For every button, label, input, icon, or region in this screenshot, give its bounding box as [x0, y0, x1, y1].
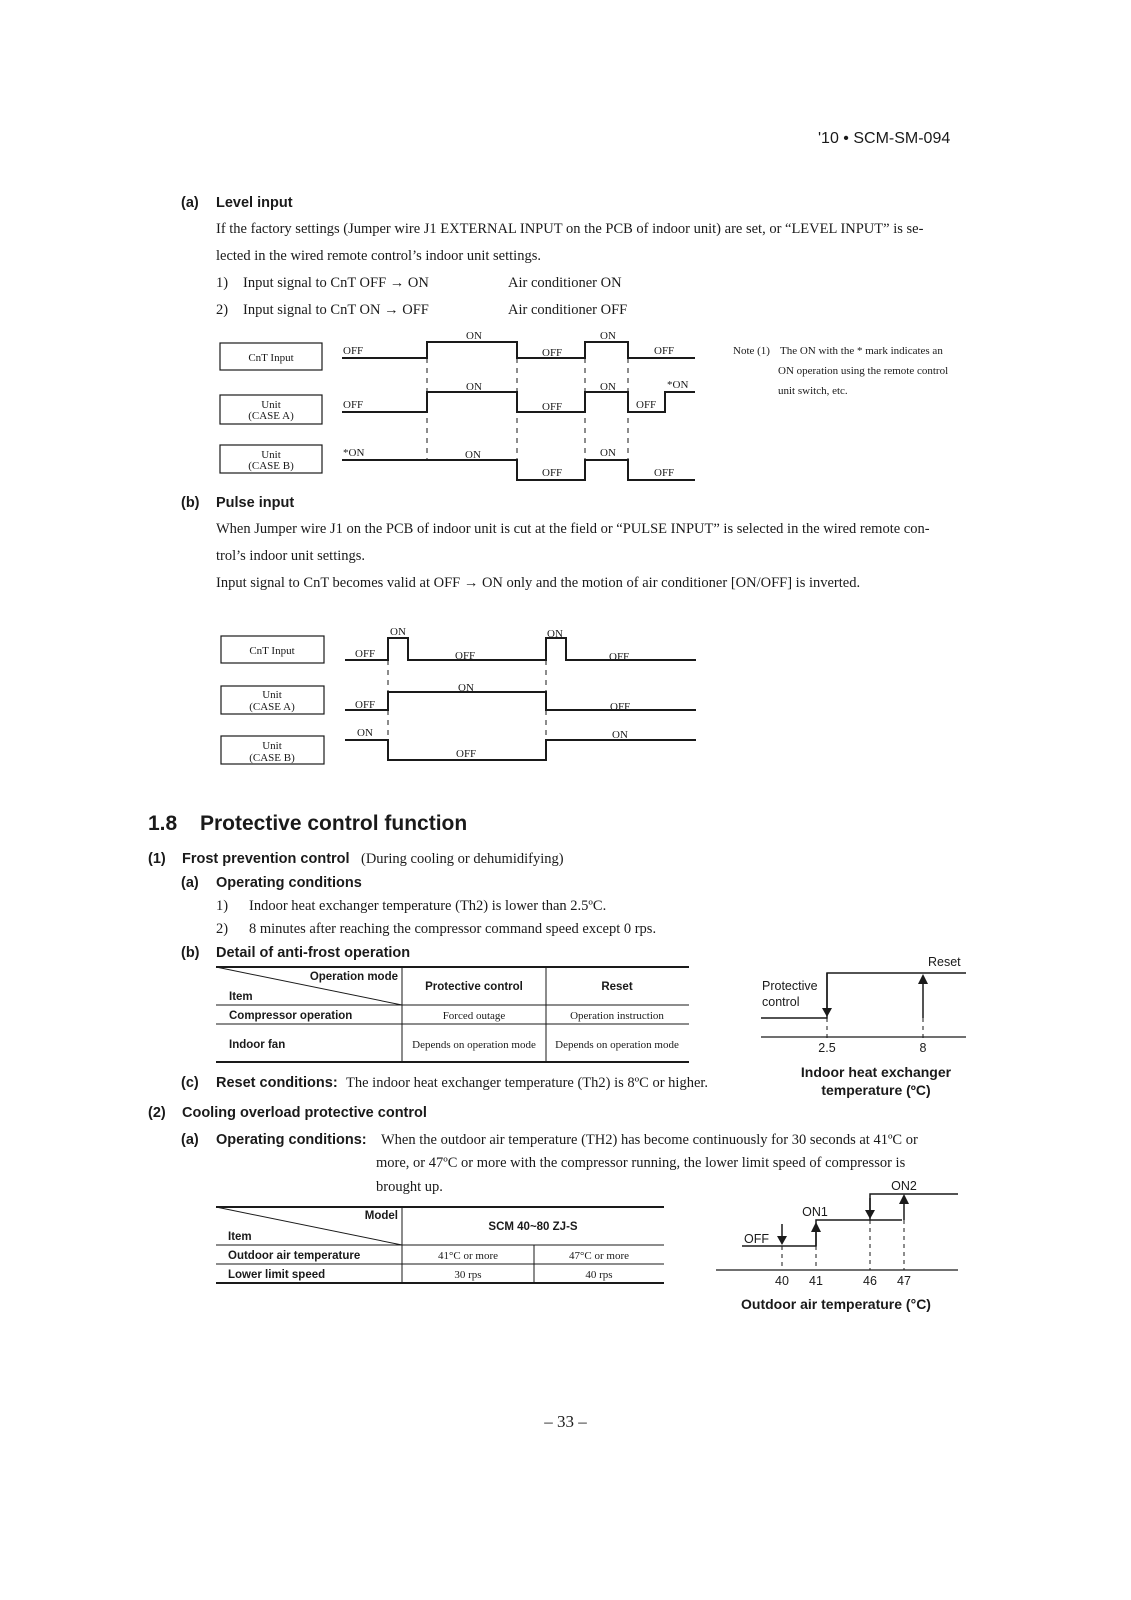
level-input-item-result: Air conditioner ON: [508, 275, 622, 291]
frost-subtitle: (During cooling or dehumidifying): [361, 851, 564, 867]
frost-reset-marker: (c): [181, 1075, 199, 1091]
row-label: (CASE A): [249, 701, 295, 713]
on1-label: ON1: [802, 1205, 828, 1219]
model-header: SCM 40~80 ZJ-S: [488, 1221, 578, 1233]
cell: 47°C or more: [568, 1250, 630, 1262]
up-arrow-icon: [811, 1222, 821, 1232]
state-label: ON: [600, 447, 616, 459]
row-item: Compressor operation: [229, 1010, 353, 1022]
state-label: OFF: [654, 467, 675, 479]
cooling-operating-line3: brought up.: [376, 1179, 443, 1195]
frost-operating-item-num: 2): [216, 921, 229, 937]
row-label: CnT Input: [249, 645, 295, 657]
cell: Forced outage: [442, 1010, 506, 1022]
state-label: ON: [612, 729, 628, 741]
tick-label: 41: [809, 1274, 823, 1288]
state-label: OFF: [343, 345, 364, 357]
state-label: OFF: [355, 648, 376, 660]
state-label: ON: [547, 628, 563, 640]
level-input-heading: Level input: [216, 195, 293, 211]
protective-label: control: [762, 995, 800, 1009]
level-input-item-num: 2): [216, 302, 229, 318]
frost-detail-marker: (b): [181, 945, 200, 961]
state-label: OFF: [343, 399, 364, 411]
graph-step-line: [870, 1194, 958, 1220]
cooling-operating-line1: When the outdoor air temperature (TH2) has become continuously for 30 seconds at 41ºC or: [381, 1132, 918, 1148]
row-label: Unit: [262, 689, 282, 701]
corner-top-label: Operation mode: [309, 971, 398, 983]
pulse-input-para-line1: When Jumper wire J1 on the PCB of indoor unit is cut at the field or “PULSE INPUT” is selected in the wired remote con-: [216, 521, 930, 537]
state-label: ON: [600, 330, 616, 342]
cooling-operating-marker: (a): [181, 1132, 199, 1148]
cell: 41°C or more: [437, 1250, 499, 1262]
state-label: ON: [466, 381, 482, 393]
frost-operating-item-text: Indoor heat exchanger temperature (Th2) is lower than 2.5ºC.: [249, 898, 607, 914]
note-prefix: Note (1): [733, 345, 770, 357]
state-label: OFF: [636, 399, 657, 411]
row-label: (CASE B): [249, 752, 295, 764]
level-input-marker: (a): [181, 195, 199, 211]
state-label: OFF: [455, 650, 476, 662]
row-item: Lower limit speed: [228, 1269, 326, 1281]
col-header: Protective control: [425, 981, 523, 993]
row-label: Unit: [261, 399, 281, 411]
cell: Depends on operation mode: [555, 1039, 679, 1051]
on2-label: ON2: [891, 1179, 917, 1193]
off-label: OFF: [744, 1232, 769, 1246]
pulse-input-para-line2: trol’s indoor unit settings.: [216, 548, 366, 564]
cooling-operating-title: Operating conditions:: [216, 1132, 367, 1148]
state-label: OFF: [542, 467, 563, 479]
axis-label: Indoor heat exchanger: [800, 1064, 952, 1080]
state-label: OFF: [654, 345, 675, 357]
axis-label: Outdoor air temperature (°C): [741, 1296, 931, 1312]
tick-label: 2.5: [818, 1041, 836, 1055]
note-line2: ON operation using the remote control: [778, 365, 949, 377]
doc-code: '10 • SCM-SM-094: [818, 130, 951, 147]
cell: Operation instruction: [570, 1010, 664, 1022]
row-label: (CASE B): [248, 460, 294, 472]
state-label: OFF: [610, 701, 631, 713]
pulse-input-heading: Pulse input: [216, 495, 295, 511]
state-label: ON: [357, 727, 373, 739]
row-label: Unit: [261, 449, 281, 461]
corner-top-label: Model: [364, 1210, 398, 1222]
cooling-title: Cooling overload protective control: [182, 1105, 427, 1121]
cell: Depends on operation mode: [412, 1039, 536, 1051]
col-header: Reset: [601, 981, 633, 993]
state-label: OFF: [355, 699, 376, 711]
frost-title: Frost prevention control: [182, 851, 350, 867]
state-label: ON: [600, 381, 616, 393]
state-label: ON: [465, 449, 481, 461]
state-label: OFF: [542, 401, 563, 413]
cooling-marker: (2): [148, 1105, 166, 1121]
section-number: 1.8: [148, 812, 178, 835]
frost-reset-text: The indoor heat exchanger temperature (Th2) is 8ºC or higher.: [346, 1075, 709, 1091]
level-input-para-line2: lected in the wired remote control’s indoor unit settings.: [216, 248, 541, 264]
state-label: *ON: [343, 447, 365, 459]
row-label: Unit: [262, 740, 282, 752]
corner-bottom-label: Item: [229, 991, 253, 1003]
level-input-para-line1: If the factory settings (Jumper wire J1 EXTERNAL INPUT on the PCB of indoor unit) are set, or “LEVEL INPUT” is se-: [216, 221, 924, 237]
row-item: Outdoor air temperature: [228, 1250, 361, 1262]
state-label: ON: [390, 626, 406, 638]
tick-label: 47: [897, 1274, 911, 1288]
frost-marker: (1): [148, 851, 166, 867]
note-line1: The ON with the * mark indicates an: [780, 345, 943, 357]
row-label: CnT Input: [248, 352, 294, 364]
down-arrow-icon: [865, 1210, 875, 1219]
frost-operating-marker: (a): [181, 875, 199, 891]
up-arrow-icon: [899, 1194, 909, 1204]
tick-label: 40: [775, 1274, 789, 1288]
state-label: ON: [466, 330, 482, 342]
tick-label: 46: [863, 1274, 877, 1288]
page-number: – 33 –: [544, 1412, 587, 1431]
cell: 30 rps: [454, 1269, 482, 1281]
frost-reset-title: Reset conditions:: [216, 1075, 338, 1091]
section-title: Protective control function: [200, 812, 468, 835]
corner-bottom-label: Item: [228, 1231, 252, 1243]
frost-operating-item-num: 1): [216, 898, 229, 914]
level-input-item-signal: Input signal to CnT ON → OFF: [243, 302, 429, 318]
state-label: OFF: [609, 651, 630, 663]
cell: 40 rps: [585, 1269, 613, 1281]
state-label: OFF: [542, 347, 563, 359]
reset-label: Reset: [928, 955, 961, 969]
note-line3: unit switch, etc.: [778, 385, 848, 397]
level-input-item-result: Air conditioner OFF: [508, 302, 628, 318]
protective-label: Protective: [762, 979, 818, 993]
pulse-input-para-line3: Input signal to CnT becomes valid at OFF → ON only and the motion of air conditioner [ON/OFF] is inverted.: [216, 575, 861, 591]
state-label: ON: [458, 682, 474, 694]
frost-operating-title: Operating conditions: [216, 875, 362, 891]
state-label: *ON: [667, 379, 689, 391]
row-label: (CASE A): [248, 410, 294, 422]
tick-label: 8: [919, 1041, 927, 1055]
cooling-operating-line2: more, or 47ºC or more with the compressor running, the lower limit speed of compressor is: [376, 1155, 906, 1171]
level-input-item-num: 1): [216, 275, 229, 291]
frost-detail-title: Detail of anti-frost operation: [216, 945, 411, 961]
pulse-input-marker: (b): [181, 495, 200, 511]
frost-operating-item-text: 8 minutes after reaching the compressor command speed except 0 rps.: [249, 921, 657, 937]
level-input-item-signal: Input signal to CnT OFF → ON: [243, 275, 429, 291]
axis-label: temperature (ºC): [821, 1082, 931, 1098]
down-arrow-icon: [777, 1236, 787, 1245]
state-label: OFF: [456, 748, 477, 760]
row-item: Indoor fan: [229, 1039, 286, 1051]
